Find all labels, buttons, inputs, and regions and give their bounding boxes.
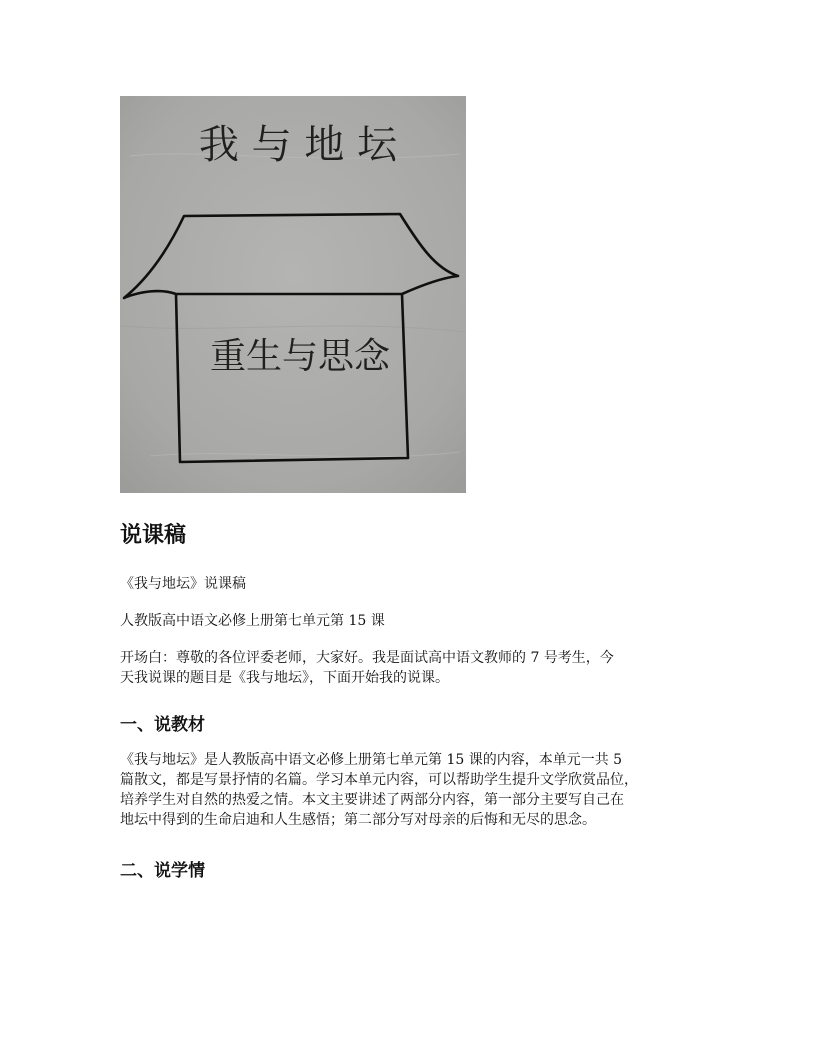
opening-line-1: 开场白：尊敬的各位评委老师，大家好。我是面试高中语文教师的 7 号考生，今 xyxy=(120,650,614,666)
document-title: 说课稿 xyxy=(120,523,187,548)
section1-line-2: 篇散文，都是写景抒情的名篇。学习本单元内容，可以帮助学生提升文学欣赏品位， xyxy=(120,772,638,788)
opening-line-2: 天我说课的题目是《我与地坛》，下面开始我的说课。 xyxy=(120,670,449,686)
section1-line-1: 《我与地坛》是人教版高中语文必修上册第七单元第 15 课的内容，本单元一共 5 xyxy=(120,752,623,768)
hand-drawn-house-figure xyxy=(120,96,466,493)
section-heading-learner-analysis: 二、说学情 xyxy=(120,861,205,881)
section-heading-teaching-material: 一、说教材 xyxy=(120,715,205,735)
section1-paragraph xyxy=(120,750,700,830)
opening-paragraph xyxy=(120,648,700,688)
edition-line: 人教版高中语文必修上册第七单元第 15 课 xyxy=(120,613,385,629)
section1-line-4: 地坛中得到的生命启迪和人生感悟；第二部分写对母亲的后悔和无尽的思念。 xyxy=(120,812,596,828)
section1-line-3: 培养学生对自然的热爱之情。本文主要讲述了两部分内容，第一部分主要写自己在 xyxy=(120,792,624,808)
figure-handwritten-title: 我 与 地 坛 xyxy=(198,122,398,168)
document-subtitle: 《我与地坛》说课稿 xyxy=(120,576,246,592)
figure-handwritten-center: 重生与思念 xyxy=(209,336,391,377)
